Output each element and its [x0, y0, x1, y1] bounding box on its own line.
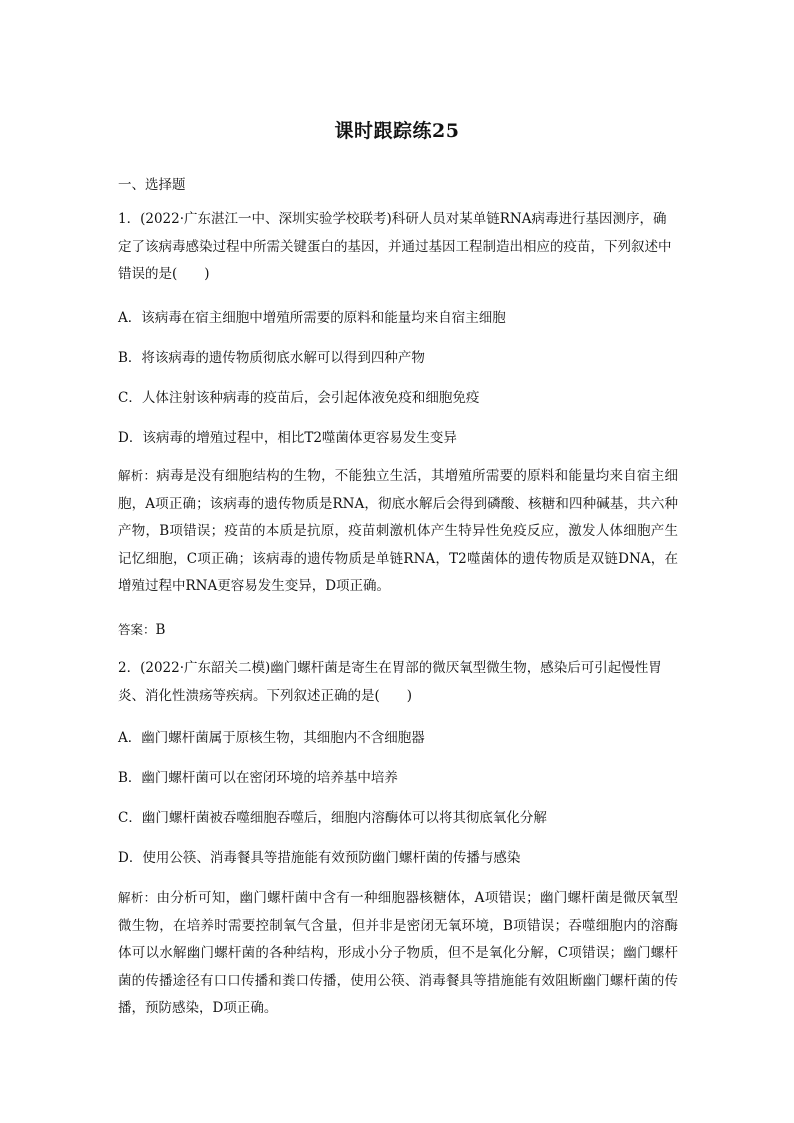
question-1-option-a: A．该病毒在宿主细胞中增殖所需要的原料和能量均来自宿主细胞	[118, 310, 506, 326]
answer-value: B	[155, 622, 166, 638]
question-1-explanation	[118, 462, 678, 601]
question-1-option-d: D．该病毒的增殖过程中，相比T2噬菌体更容易发生变异	[118, 430, 457, 446]
section-heading: 一、选择题	[118, 177, 186, 193]
question-2-option-b: B．幽门螺杆菌可以在密闭环境的培养基中培养	[118, 770, 398, 786]
page-title: 课时跟踪练25	[334, 120, 460, 142]
question-2-option-d: D．使用公筷、消毒餐具等措施能有效预防幽门螺杆菌的传播与感染	[118, 850, 521, 866]
answer-label: 答案：	[118, 622, 156, 637]
question-2-stem: 2．(2022·广东韶关二模)幽门螺杆菌是寄生在胃部的微厌氧型微生物，感染后可引起慢性胃炎、消化性溃疡等疾病。下列叙述正确的是( )	[118, 660, 662, 704]
question-1-answer	[118, 620, 678, 640]
question-2-option-a: A．幽门螺杆菌属于原核生物，其细胞内不含细胞器	[118, 730, 425, 746]
explanation-text: 由分析可知，幽门螺杆菌中含有一种细胞器核糖体，A项错误；幽门螺杆菌是微厌氧型微生物，在培养时需要控制氧气含量，但并非是密闭无氧环境，B项错误；吞噬细胞内的溶酶体可以水解幽门螺杆菌的各种结构，形成小分子物质，但不是氧化分解，C项错误；幽门螺杆菌的传播途径有口口传播和粪口传播，使用公筷、消毒餐具等措施能有效阻断幽门螺杆菌的传播，预防感染，D项正确。	[118, 890, 678, 1016]
explanation-label: 解析：	[118, 468, 157, 483]
explanation-label: 解析：	[118, 890, 157, 905]
question-2-option-c: C．幽门螺杆菌被吞噬细胞吞噬后，细胞内溶酶体可以将其彻底氧化分解	[118, 810, 547, 826]
question-1-option-c: C．人体注射该种病毒的疫苗后，会引起体液免疫和细胞免疫	[118, 390, 480, 406]
question-1-option-b: B．将该病毒的遗传物质彻底水解可以得到四种产物	[118, 350, 425, 366]
question-1-stem: 1．(2022·广东湛江一中、深圳实验学校联考)科研人员对某单链RNA病毒进行基因测序，确定了该病毒感染过程中所需关键蛋白的基因，并通过基因工程制造出相应的疫苗，下列叙述中错误的是( )	[118, 211, 672, 282]
explanation-text: 病毒是没有细胞结构的生物，不能独立生活，其增殖所需要的原料和能量均来自宿主细胞，A项正确；该病毒的遗传物质是RNA，彻底水解后会得到磷酸、核糖和四种碱基，共六种产物，B项错误；疫苗的本质是抗原，疫苗刺激机体产生特异性免疫反应，激发人体细胞产生记忆细胞，C项正确；该病毒的遗传物质是单链RNA，T2噬菌体的遗传物质是双链DNA，在增殖过程中RNA更容易发生变异，D项正确。	[118, 468, 678, 594]
question-2-explanation	[118, 884, 678, 1023]
